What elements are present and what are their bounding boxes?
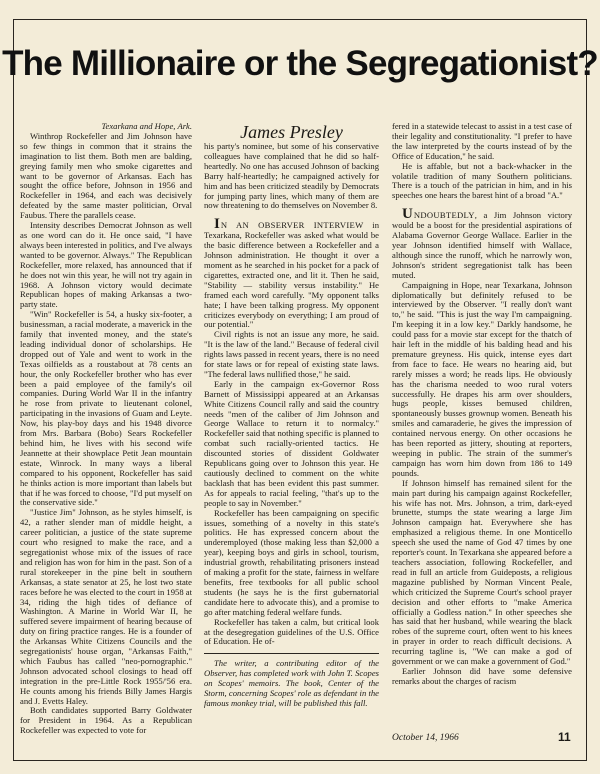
paragraph: Rockefeller has taken a calm, but critical look at the desegregation guidelines of the U.S. Office of Education. He of- xyxy=(204,616,379,647)
lead-caps: N AN OBSERVER INTERVIEW xyxy=(220,220,364,231)
paragraph: He is affable, but not a back-whacker in the volatile tradition of many Southern politicians. There is a touch of the patrician in him, and in his speeches one hears the barest hint of a broad "A." xyxy=(392,160,572,201)
column-3 xyxy=(392,122,572,687)
paragraph: "Win" Rockefeller is 54, a husky six-footer, a businessman, a racial moderate, a maverick in the family that invented money, and the state's leading individual donor of scholarships. He dropped out of Yale and went to work in the Texas oilfields as a roustabout at 78 cents an hour, the only Rockefeller brother who has ever been a paid employee of the family's oil companies. During World War II in the infantry he rose from private to lieutenant colonel, participating in the invasions of Guam and Leyte. Now, his play-boy days and his 1948 divorce from Mrs. Barbara (Bobo) Sears Rockefeller behind him, he lives with his second wife Jeannette at their showplace Petit Jean mountain estate, Winrock. In many ways a liberal compared to his opponent, Rockefeller has said he thinks action is more important than labels but that if he was forced to choose, "I'd put myself on the conservative side." xyxy=(20,309,192,508)
paragraph: Earlier Johnson did have some defensive remarks about the charges of racism xyxy=(392,665,572,686)
paragraph: his party's nominee, but some of his conservative colleagues have complained that he did so half-heartedly. No one has accused Johnson of backing Barry half-heartedly; he campaigned actively for him and has been criticized steadily by Democrats for jumping party lines, which many of them are now threatening to do themselves on November 8. xyxy=(204,141,379,211)
paragraph: If Johnson himself has remained silent for the main part during his campaign against Rockefeller, his wife has not. Mrs. Johnson, a trim, dark-eyed brunette, stumps the state wearing a large Jim Johnson campaign hat. Everywhere she has emphasized a religious theme. In one Monticello speech she used the name of God 47 times by one reporter's count. In Texarkana she appeared before a teachers association, following Rockefeller, and read in full an article from Guideposts, a religious magazine published by Norman Vincent Peale, which criticized the Supreme Court's school prayer decision and other efforts to "make America officially a Godless nation." In other speeches she has said that her husband, while wearing the black robes of the supreme court, often went to his knees in prayer in order to reach difficult decisions. A recurring tagline is, "We can make a god of government or we can make a government of God." xyxy=(392,477,572,667)
dateline: Texarkana and Hope, Ark. xyxy=(101,121,192,131)
paragraph: fered in a statewide telecast to assist in a test case of their legality and constitutionality. "I prefer to have the law interpreted by the courts instead of by the Office of Education," he said. xyxy=(392,121,572,161)
paragraph: Rockefeller has been campaigning on specific issues, something of a novelty in this state's politics. He has expressed concern about the underemployed (those making less than $2,000 a year), keeping boys and girls in school, tourism, industrial growth, rehabilitating prisoners instead of making a profit for the state, fairness in welfare benefits, free textbooks for all public school students (he says he is the first gubernatorial candidate here to advocate this), and a promise to go after matching federal welfare funds. xyxy=(204,507,379,617)
column-2 xyxy=(204,122,379,709)
paragraph: Intensity describes Democrat Johnson as well as one word can do it. He once said, "I have always been interested in politics, and I've always wanted to be governor. Always." The Republican Rockefeller, more relaxed, has announced that if he does not win this year, he will not try again in 1968. A Johnson victory would decimate Republican hopes of making Arkansas a two-party state. xyxy=(20,220,192,310)
paragraph: Both candidates supported Barry Goldwater for President in 1964. As a Republican Rockefeller was expected to vote for xyxy=(20,705,192,736)
column-1 xyxy=(20,122,192,736)
author-bio: The writer, a contributing editor of the Observer, has completed work with John T. Scopes on Scopes' memoirs. The book, Center of the Storm, concerning Scopes' role as defendant in the famous monkey trial, will be published this fall. xyxy=(204,658,379,708)
paragraph: Campaigning in Hope, near Texarkana, Johnson diplomatically but definitely refused to be interviewed by the Observer. "I really don't want to," he said. "This is just the way I'm campaigning. I'm keeping it in a low key." Darkly handsome, he could pass for a movie star except for the thatch of hair left in the middle of his balding head and his premature greyness. His quick, intense eyes dart from face to face. He wears no hearing aid, but rarely misses a word; he reads lips. He obviously has the charisma needed to woo rural voters successfully. He drapes his arm over shoulders, hugs people, kisses bemused children, spontaneously busses grownup women. Beneath his smiles and camaraderie, he gives the impression of contained nervous energy. On other occasions he has been reported as jittery, shouting at reporters, weeping in public. The strain of the summer's campaign has worn him down from 186 to 149 pounds. xyxy=(392,279,572,478)
paragraph: Winthrop Rockefeller and Jim Johnson have so few things in common that it strains the imagination to list them. Both men are balding, greying family men who smoke cigarettes and want to be governor of Arkansas. Each has sought the office before, Johnson in 1956 and Rockefeller in 1964, and each was decisively defeated by the same master politician, Orval Faubus. There the parallels cease. xyxy=(20,130,192,221)
divider xyxy=(204,653,379,654)
byline: James Presley xyxy=(240,122,343,142)
lead-text: in Texarkana, Rockefeller was asked what would be the basic difference between a Rockefeller and a Johnson administration. He thought it over a moment as he searched in his pocket for a pack of cigarettes, extracted one, and lit it. Then he said, "Stability — stability versus instability." He framed each word carefully. "My opponent talks hate; I have been talking progress. My opponent criticizes everybody on everything; I am proud of our potential." xyxy=(204,220,379,330)
paragraph: Civil rights is not an issue any more, he said. "It is the law of the land." Because of federal civil rights laws passed in recent years, there is no need for state laws or for repeal of existing state laws. "The federal laws nullified those," he said. xyxy=(204,329,379,379)
page-number: 11 xyxy=(558,730,571,744)
drop-cap: I xyxy=(214,216,220,233)
paragraph: "Justice Jim" Johnson, as he styles himself, is 42, a rather slender man of middle height, a career politician, a justice of the state supreme court who resigned to make the race, and a segregationist whose mix of the issues of race and religion has won for him in the past. Son of a rural storekeeper in the pine belt in southern Arkansas, a state senator at 25, he lost two state races before he was elected to the court in 1958 at 34, riding the high tides of defiance of Washington. A Marine in World War II, he suffered severe impairment of hearing because of duty on firing practice ranges. He is a founder of the Arkansas White Citizens Councils and the segregationists' house organ, "Arkansas Faith," which Faubus has called "neo-pornographic." Johnson advocated school closings to head off integration in the pre-Little Rock 1955/'56 era. He counts among his friends Billy James Hargis and J. Evetts Haley. xyxy=(20,507,192,706)
section-lead-paragraph xyxy=(392,206,572,280)
section-lead-paragraph xyxy=(204,216,379,330)
lead-caps: NDOUBTEDLY xyxy=(413,210,475,221)
lead-text: , a Jim Johnson victory would be a boost for the presidential aspirations of Alabama Governor George Wallace. Earlier in the year Johnson identified himself with Wallace, although since the runoff, which he narrowly won, Johnson's strident segregationist talk has been muted. xyxy=(392,210,572,280)
paragraph: Early in the campaign ex-Governor Ross Barnett of Mississippi appeared at an Arkansas White Citizens Council rally and said the country needs "men of the caliber of Jim Johnson and George Wallace to return it to normalcy." Rockefeller said that nothing specific is planned to combat such racially-oriented tactics. He discounted stories of dissident Goldwater Republicans going over to Johnson this year. He cautiously declined to comment on the white backlash that has been evident this past summer. As for appeals to racial feeling, "that's up to the people to say in November." xyxy=(204,378,379,508)
issue-date: October 14, 1966 xyxy=(392,733,459,743)
drop-cap: U xyxy=(402,206,413,223)
article-title: The Millionaire or the Segregationist? xyxy=(2,44,598,83)
